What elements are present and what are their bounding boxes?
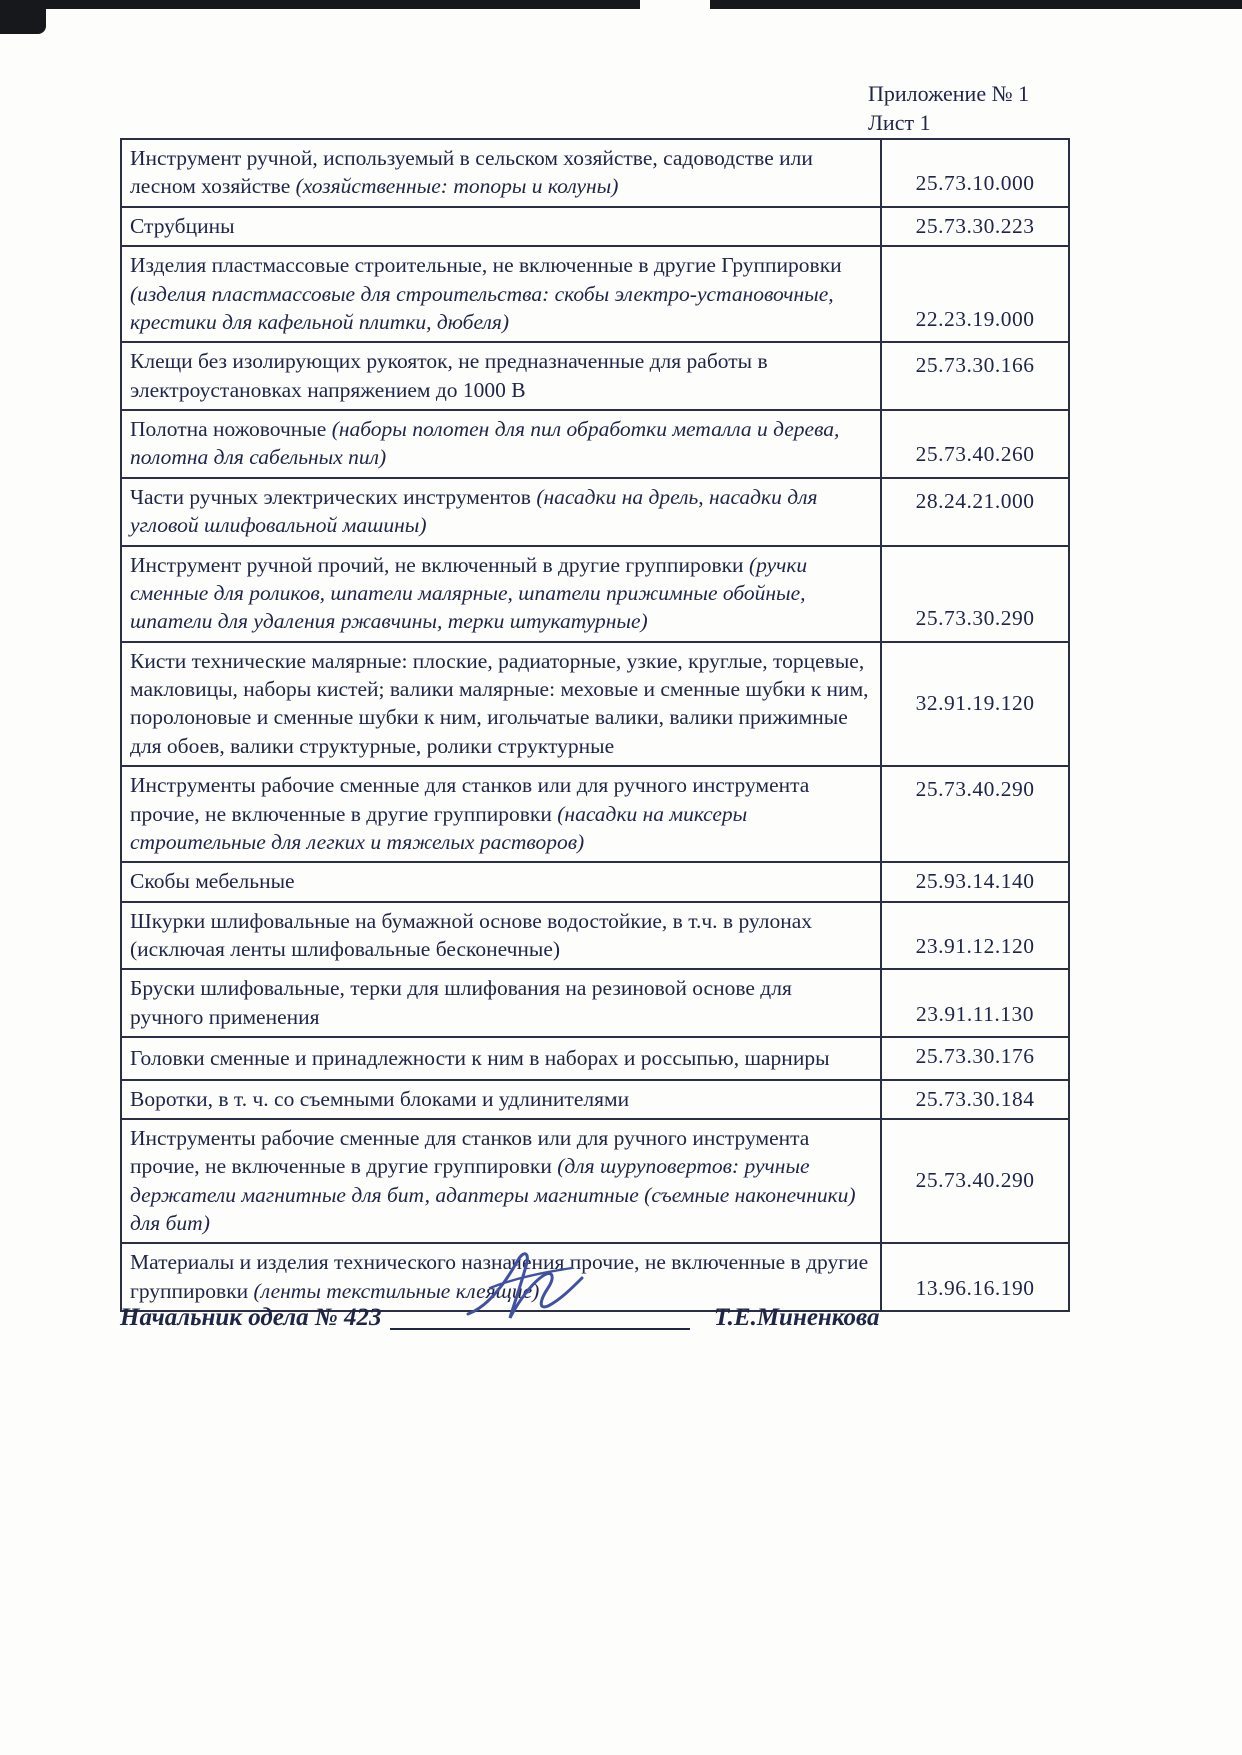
description-note: (хозяйственные: топоры и колуны): [295, 174, 619, 199]
row-description: [121, 139, 881, 207]
description-note: (изделия пластмассовые для строительства: скобы электро-установочные, крестики для кафельной плитки, дюбеля): [130, 281, 834, 334]
row-code: 25.73.40.290: [881, 766, 1069, 862]
row-code: 13.96.16.190: [881, 1243, 1069, 1311]
table-row: [121, 139, 1069, 207]
row-code: 25.73.30.223: [881, 207, 1069, 246]
row-code: 23.91.11.130: [881, 969, 1069, 1037]
description-text: Изделия пластмассовые строительные, не включенные в другие Группировки: [130, 253, 842, 278]
description-text: Скобы мебельные: [130, 869, 295, 894]
row-code: 32.91.19.120: [881, 642, 1069, 767]
row-description: [121, 246, 881, 342]
description-text: Струбцины: [130, 213, 235, 238]
description-text: Материалы и изделия технического назначения прочие, не включенные в другие группировки: [130, 1250, 869, 1303]
table-row: [121, 342, 1069, 410]
description-note: (ленты текстильные клеящие): [253, 1278, 540, 1303]
row-description: [121, 862, 881, 901]
row-code: 22.23.19.000: [881, 246, 1069, 342]
description-text: Инструменты рабочие сменные для станков или для ручного инструмента прочие, не включенные в другие группировки: [130, 1125, 810, 1179]
description-text: Головки сменные и принадлежности к ним в наборах и россыпью, шарниры: [130, 1045, 830, 1070]
row-description: [121, 969, 881, 1037]
table-row: [121, 478, 1069, 546]
description-text: Бруски шлифовальные, терки для шлифования на резиновой основе для ручного применения: [130, 976, 792, 1029]
row-code: 25.73.40.290: [881, 1119, 1069, 1244]
description-text: Полотна ножовочные: [130, 417, 332, 441]
row-description: [121, 546, 881, 642]
sheet-label: Лист 1: [868, 109, 931, 135]
row-description: [121, 342, 881, 410]
table-row: [121, 642, 1069, 767]
row-code: 25.73.40.260: [881, 410, 1069, 478]
row-code: 25.93.14.140: [881, 862, 1069, 901]
description-text: Шкурки шлифовальные на бумажной основе водостойкие, в т.ч. в рулонах (исключая ленты шлифовальные бесконечные): [130, 908, 812, 961]
row-description: [121, 902, 881, 970]
description-text: Клещи без изолирующих рукояток, не предназначенные для работы в электроустановках напряжением до 1000 В: [130, 349, 768, 402]
table-row: [121, 1037, 1069, 1079]
description-text: Инструмент ручной прочий, не включенный в другие группировки: [130, 552, 749, 577]
description-text: Части ручных электрических инструментов: [130, 484, 537, 509]
table-row: [121, 969, 1069, 1037]
description-text: Инструмент ручной, используемый в сельском хозяйстве, садоводстве или лесном хозяйстве: [130, 146, 813, 199]
row-description: [121, 1119, 881, 1244]
signature-line: [390, 1300, 690, 1330]
scan-artifact-gap: [640, 0, 710, 14]
row-code: 25.73.30.184: [881, 1080, 1069, 1119]
table-row: [121, 862, 1069, 901]
description-note: (ручки сменные для роликов, шпатели малярные, шпатели прижимные обойные, шпатели для удаления ржавчины, терки штукатурные): [130, 552, 808, 634]
signatory-name: Т.Е.Миненкова: [713, 1304, 880, 1331]
appendix-label: Приложение № 1: [868, 81, 1030, 106]
table-row: [121, 1119, 1069, 1244]
description-note: (наборы полотен для пил обработки металла и дерева, полотна для сабельных пил): [130, 417, 840, 470]
row-code: 28.24.21.000: [881, 478, 1069, 546]
row-description: [121, 1037, 881, 1079]
row-code: 25.73.30.290: [881, 546, 1069, 642]
row-code: 25.73.10.000: [881, 139, 1069, 207]
description-text: Воротки, в т. ч. со съемными блоками и удлинителями: [130, 1086, 630, 1111]
row-description: [121, 410, 881, 478]
row-code: 23.91.12.120: [881, 902, 1069, 970]
row-code: 25.73.30.176: [881, 1037, 1069, 1079]
description-note: (насадки на миксеры строительные для легких и тяжелых растворов): [130, 801, 748, 854]
row-description: [121, 478, 881, 546]
description-note: (насадки на дрель, насадки для угловой шлифовальной машины): [130, 484, 818, 538]
table-row: [121, 1080, 1069, 1119]
table-row: [121, 902, 1069, 970]
row-description: [121, 642, 881, 767]
row-description: [121, 1080, 881, 1119]
document-header: [868, 80, 1029, 137]
description-note: (для шуруповертов: ручные держатели магнитные для бит, адаптеры магнитные (съемные наконечники) для бит): [130, 1154, 856, 1235]
scan-artifact-top-bar: [0, 0, 1242, 9]
description-text: Инструменты рабочие сменные для станков или для ручного инструмента прочие, не включенные в другие группировки: [130, 773, 810, 826]
table-row: [121, 766, 1069, 862]
signatory-title: Начальник одела № 423: [120, 1304, 382, 1331]
scan-artifact-corner: [0, 0, 46, 34]
table-row: [121, 246, 1069, 342]
row-description: [121, 207, 881, 246]
description-text: Кисти технические малярные: плоские, радиаторные, узкие, круглые, торцевые, макловицы, наборы кистей; валики малярные: меховые и сменные шубки к ним, поролоновые и сменные шубки к ним, игольчатые валики, валики прижимные для обоев, валики структурные, ролики структурные: [130, 648, 869, 758]
signature-block: [120, 1300, 1120, 1332]
table-row: [121, 546, 1069, 642]
signature-icon: [460, 1248, 650, 1328]
row-code: 25.73.30.166: [881, 342, 1069, 410]
row-description: [121, 766, 881, 862]
table-row: [121, 410, 1069, 478]
table-row: [121, 207, 1069, 246]
codes-table: [120, 138, 1070, 1312]
